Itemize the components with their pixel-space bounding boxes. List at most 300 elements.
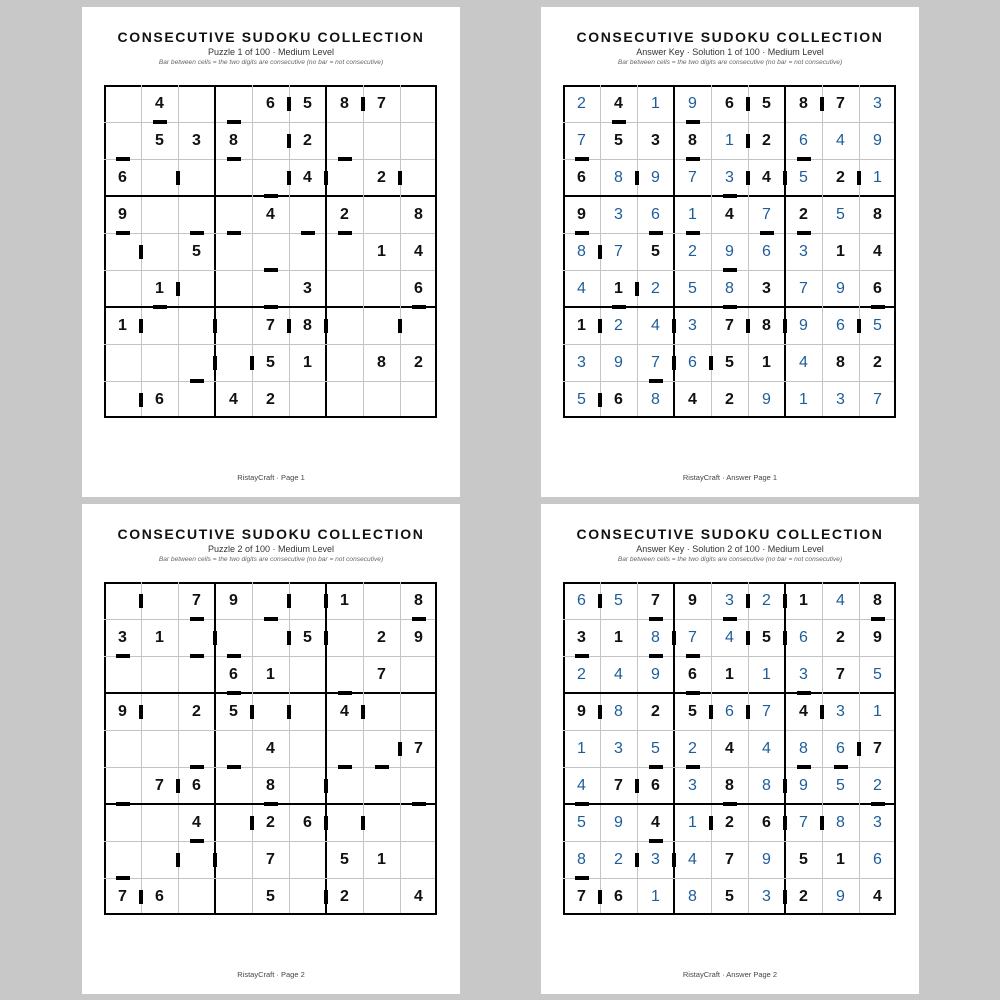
sudoku-grid	[104, 85, 438, 419]
consecutive-bar	[338, 691, 352, 695]
consecutive-bar	[746, 134, 750, 148]
given-digit: 8	[799, 94, 808, 112]
given-digit: 6	[266, 94, 275, 112]
consecutive-bar	[598, 594, 602, 608]
consecutive-bar	[287, 97, 291, 111]
given-digit: 3	[118, 628, 127, 646]
given-digit: 7	[836, 94, 845, 112]
puzzle-page-2	[82, 504, 460, 994]
solution-digit: 8	[651, 390, 660, 408]
given-digit: 9	[118, 205, 127, 223]
solution-digit: 8	[688, 887, 697, 905]
given-digit: 9	[873, 628, 882, 646]
solution-digit: 4	[688, 850, 697, 868]
given-digit: 1	[762, 353, 771, 371]
consecutive-bar	[190, 379, 204, 383]
given-digit: 2	[651, 702, 660, 720]
given-digit: 1	[614, 628, 623, 646]
solution-digit: 6	[725, 702, 734, 720]
consecutive-bar	[176, 171, 180, 185]
consecutive-bar	[139, 705, 143, 719]
page-footer: RistayCraft · Page 2	[237, 970, 305, 979]
consecutive-bar	[324, 816, 328, 830]
consecutive-bar	[686, 231, 700, 235]
given-digit: 1	[340, 591, 349, 609]
consecutive-bar	[213, 853, 217, 867]
given-digit: 4	[799, 702, 808, 720]
answer-page-2	[541, 504, 919, 994]
solution-digit: 2	[577, 665, 586, 683]
solution-digit: 6	[577, 591, 586, 609]
solution-digit: 8	[799, 739, 808, 757]
solution-digit: 4	[725, 628, 734, 646]
consecutive-bar	[783, 631, 787, 645]
page-subtitle: Answer Key · Solution 1 of 100 · Medium Level	[636, 47, 824, 57]
consecutive-bar	[412, 305, 426, 309]
given-digit: 7	[266, 316, 275, 334]
given-digit: 5	[762, 628, 771, 646]
consecutive-bar	[635, 171, 639, 185]
consecutive-bar	[264, 194, 278, 198]
consecutive-bar	[820, 705, 824, 719]
solution-digit: 2	[688, 739, 697, 757]
consecutive-bar	[797, 765, 811, 769]
solution-digit: 7	[688, 168, 697, 186]
given-digit: 6	[577, 168, 586, 186]
solution-digit: 3	[725, 168, 734, 186]
solution-digit: 2	[762, 591, 771, 609]
consecutive-bar	[672, 356, 676, 370]
given-digit: 2	[873, 353, 882, 371]
consecutive-bar	[746, 319, 750, 333]
given-digit: 8	[873, 205, 882, 223]
given-digit: 5	[266, 353, 275, 371]
solution-digit: 1	[688, 205, 697, 223]
solution-digit: 6	[799, 628, 808, 646]
solution-digit: 3	[651, 850, 660, 868]
given-digit: 7	[377, 665, 386, 683]
solution-digit: 8	[836, 813, 845, 831]
consecutive-bar	[672, 631, 676, 645]
consecutive-bar	[287, 594, 291, 608]
solution-digit: 4	[577, 776, 586, 794]
given-digit: 1	[836, 242, 845, 260]
page-footer: RistayCraft · Answer Page 1	[682, 473, 778, 482]
given-digit: 5	[725, 887, 734, 905]
consecutive-bar	[746, 97, 750, 111]
given-digit: 4	[414, 242, 423, 260]
given-digit: 5	[340, 850, 349, 868]
solution-digit: 9	[762, 390, 771, 408]
given-digit: 7	[614, 776, 623, 794]
solution-digit: 6	[688, 353, 697, 371]
given-digit: 7	[192, 591, 201, 609]
consecutive-bar	[686, 691, 700, 695]
consecutive-bar	[398, 742, 402, 756]
consecutive-bar	[361, 97, 365, 111]
consecutive-bar	[746, 631, 750, 645]
solution-digit: 8	[762, 776, 771, 794]
solution-digit: 9	[762, 850, 771, 868]
page-footer: RistayCraft · Answer Page 2	[682, 970, 778, 979]
solution-digit: 8	[651, 628, 660, 646]
consecutive-bar	[412, 617, 426, 621]
page-title: CONSECUTIVE SUDOKU COLLECTION	[117, 526, 425, 542]
consecutive-bar	[612, 120, 626, 124]
given-digit: 5	[266, 887, 275, 905]
grid-line-horizontal	[104, 582, 437, 584]
solution-digit: 3	[614, 739, 623, 757]
consecutive-bar	[820, 816, 824, 830]
consecutive-bar	[250, 356, 254, 370]
given-digit: 4	[688, 390, 697, 408]
consecutive-bar	[338, 157, 352, 161]
given-digit: 8	[414, 205, 423, 223]
solution-digit: 6	[836, 316, 845, 334]
consecutive-bar	[361, 816, 365, 830]
given-digit: 8	[688, 131, 697, 149]
page-subtitle: Puzzle 2 of 100 · Medium Level	[207, 544, 335, 554]
consecutive-bar	[686, 654, 700, 658]
solution-digit: 7	[762, 702, 771, 720]
given-digit: 4	[651, 813, 660, 831]
solution-digit: 5	[614, 591, 623, 609]
solution-digit: 3	[873, 94, 882, 112]
given-digit: 7	[118, 887, 127, 905]
consecutive-bar	[324, 779, 328, 793]
solution-digit: 4	[836, 591, 845, 609]
given-digit: 2	[799, 205, 808, 223]
solution-digit: 6	[836, 739, 845, 757]
given-digit: 8	[340, 94, 349, 112]
consecutive-bar	[213, 356, 217, 370]
given-digit: 2	[192, 702, 201, 720]
consecutive-bar	[686, 765, 700, 769]
given-digit: 7	[266, 850, 275, 868]
consecutive-bar	[871, 305, 885, 309]
consecutive-bar	[598, 245, 602, 259]
solution-digit: 4	[836, 131, 845, 149]
given-digit: 8	[377, 353, 386, 371]
consecutive-bar	[709, 356, 713, 370]
consecutive-bar	[176, 779, 180, 793]
solution-digit: 9	[688, 94, 697, 112]
solution-digit: 8	[577, 242, 586, 260]
solution-digit: 2	[688, 242, 697, 260]
given-digit: 6	[762, 813, 771, 831]
given-digit: 1	[377, 850, 386, 868]
solution-digit: 5	[873, 665, 882, 683]
consecutive-bar	[190, 654, 204, 658]
solution-digit: 6	[651, 205, 660, 223]
consecutive-bar	[649, 231, 663, 235]
consecutive-bar	[287, 631, 291, 645]
consecutive-bar	[264, 802, 278, 806]
solution-digit: 7	[799, 813, 808, 831]
given-digit: 4	[725, 739, 734, 757]
consecutive-bar	[116, 157, 130, 161]
given-digit: 6	[651, 776, 660, 794]
given-digit: 1	[614, 279, 623, 297]
given-digit: 3	[762, 279, 771, 297]
given-digit: 4	[340, 702, 349, 720]
consecutive-bar	[116, 654, 130, 658]
page-title: CONSECUTIVE SUDOKU COLLECTION	[117, 29, 425, 45]
given-digit: 1	[577, 316, 586, 334]
consecutive-bar	[139, 319, 143, 333]
solution-digit: 7	[762, 205, 771, 223]
solution-digit: 1	[688, 813, 697, 831]
consecutive-bar	[709, 705, 713, 719]
puzzle-page-1	[82, 7, 460, 497]
solution-digit: 6	[762, 242, 771, 260]
given-digit: 4	[303, 168, 312, 186]
consecutive-bar	[635, 853, 639, 867]
solution-digit: 3	[725, 591, 734, 609]
given-digit: 8	[303, 316, 312, 334]
consecutive-bar	[264, 617, 278, 621]
given-digit: 7	[414, 739, 423, 757]
consecutive-bar	[116, 231, 130, 235]
consecutive-bar	[649, 839, 663, 843]
solution-digit: 4	[651, 316, 660, 334]
given-digit: 5	[688, 702, 697, 720]
given-digit: 6	[614, 390, 623, 408]
consecutive-bar	[686, 120, 700, 124]
consecutive-bar	[153, 120, 167, 124]
consecutive-bar	[746, 171, 750, 185]
given-digit: 2	[266, 813, 275, 831]
solution-digit: 4	[799, 353, 808, 371]
given-digit: 7	[651, 591, 660, 609]
consecutive-bar	[361, 705, 365, 719]
given-digit: 6	[414, 279, 423, 297]
given-digit: 7	[725, 316, 734, 334]
given-digit: 9	[577, 205, 586, 223]
consecutive-bar	[153, 305, 167, 309]
solution-digit: 1	[762, 665, 771, 683]
solution-digit: 5	[688, 279, 697, 297]
page-legend: Bar between cells = the two digits are consecutive (no bar = not consecutive)	[158, 59, 384, 66]
consecutive-bar	[575, 231, 589, 235]
answer-page-1	[541, 7, 919, 497]
given-digit: 8	[229, 131, 238, 149]
solution-digit: 9	[836, 279, 845, 297]
given-digit: 6	[229, 665, 238, 683]
consecutive-bar	[250, 705, 254, 719]
sudoku-grid	[563, 85, 897, 419]
given-digit: 8	[266, 776, 275, 794]
consecutive-bar	[575, 157, 589, 161]
given-digit: 7	[836, 665, 845, 683]
given-digit: 9	[229, 591, 238, 609]
consecutive-bar	[857, 319, 861, 333]
consecutive-bar	[783, 594, 787, 608]
solution-digit: 9	[651, 665, 660, 683]
consecutive-bar	[139, 890, 143, 904]
consecutive-bar	[746, 705, 750, 719]
given-digit: 2	[340, 205, 349, 223]
consecutive-bar	[190, 231, 204, 235]
given-digit: 5	[303, 628, 312, 646]
solution-digit: 2	[873, 776, 882, 794]
consecutive-bar	[324, 631, 328, 645]
consecutive-bar	[783, 319, 787, 333]
given-digit: 5	[762, 94, 771, 112]
sudoku-grid	[563, 582, 897, 916]
consecutive-bar	[398, 171, 402, 185]
given-digit: 4	[266, 205, 275, 223]
given-digit: 5	[155, 131, 164, 149]
consecutive-bar	[250, 816, 254, 830]
given-digit: 5	[614, 131, 623, 149]
given-digit: 9	[577, 702, 586, 720]
solution-digit: 5	[799, 168, 808, 186]
solution-digit: 7	[651, 353, 660, 371]
given-digit: 6	[303, 813, 312, 831]
page-legend: Bar between cells = the two digits are consecutive (no bar = not consecutive)	[617, 556, 843, 563]
consecutive-bar	[871, 617, 885, 621]
given-digit: 2	[799, 887, 808, 905]
given-digit: 2	[836, 628, 845, 646]
given-digit: 2	[725, 813, 734, 831]
solution-digit: 8	[614, 168, 623, 186]
consecutive-bar	[264, 268, 278, 272]
consecutive-bar	[324, 171, 328, 185]
consecutive-bar	[338, 765, 352, 769]
consecutive-bar	[598, 705, 602, 719]
solution-digit: 9	[651, 168, 660, 186]
consecutive-bar	[139, 594, 143, 608]
solution-digit: 5	[836, 205, 845, 223]
solution-digit: 3	[688, 316, 697, 334]
solution-digit: 1	[651, 94, 660, 112]
consecutive-bar	[227, 654, 241, 658]
consecutive-bar	[672, 319, 676, 333]
solution-digit: 8	[614, 702, 623, 720]
consecutive-bar	[746, 594, 750, 608]
consecutive-bar	[612, 305, 626, 309]
consecutive-bar	[783, 816, 787, 830]
given-digit: 4	[266, 739, 275, 757]
consecutive-bar	[398, 319, 402, 333]
consecutive-bar	[723, 305, 737, 309]
given-digit: 6	[118, 168, 127, 186]
solution-digit: 3	[836, 390, 845, 408]
solution-digit: 7	[688, 628, 697, 646]
consecutive-bar	[598, 890, 602, 904]
given-digit: 6	[614, 887, 623, 905]
solution-digit: 7	[577, 131, 586, 149]
consecutive-bar	[575, 654, 589, 658]
consecutive-bar	[723, 617, 737, 621]
given-digit: 4	[725, 205, 734, 223]
solution-digit: 7	[873, 390, 882, 408]
consecutive-bar	[635, 779, 639, 793]
consecutive-bar	[575, 876, 589, 880]
given-digit: 5	[303, 94, 312, 112]
consecutive-bar	[783, 171, 787, 185]
page-subtitle: Puzzle 1 of 100 · Medium Level	[207, 47, 335, 57]
consecutive-bar	[324, 319, 328, 333]
consecutive-bar	[213, 319, 217, 333]
given-digit: 1	[836, 850, 845, 868]
consecutive-bar	[116, 876, 130, 880]
given-digit: 8	[762, 316, 771, 334]
given-digit: 3	[192, 131, 201, 149]
solution-digit: 2	[614, 850, 623, 868]
consecutive-bar	[649, 654, 663, 658]
solution-digit: 8	[577, 850, 586, 868]
consecutive-bar	[649, 765, 663, 769]
consecutive-bar	[190, 617, 204, 621]
consecutive-bar	[227, 157, 241, 161]
consecutive-bar	[412, 802, 426, 806]
consecutive-bar	[686, 157, 700, 161]
solution-digit: 4	[577, 279, 586, 297]
solution-digit: 1	[725, 131, 734, 149]
given-digit: 7	[725, 850, 734, 868]
solution-digit: 3	[762, 887, 771, 905]
consecutive-bar	[287, 134, 291, 148]
consecutive-bar	[227, 765, 241, 769]
solution-digit: 1	[873, 702, 882, 720]
consecutive-bar	[176, 853, 180, 867]
given-digit: 8	[836, 353, 845, 371]
solution-digit: 1	[799, 390, 808, 408]
solution-digit: 5	[873, 316, 882, 334]
consecutive-bar	[338, 231, 352, 235]
solution-digit: 3	[688, 776, 697, 794]
consecutive-bar	[760, 231, 774, 235]
given-digit: 4	[192, 813, 201, 831]
given-digit: 7	[155, 776, 164, 794]
given-digit: 7	[377, 94, 386, 112]
solution-digit: 9	[873, 131, 882, 149]
consecutive-bar	[139, 393, 143, 407]
consecutive-bar	[635, 282, 639, 296]
given-digit: 1	[725, 665, 734, 683]
grid-line-vertical	[104, 85, 106, 418]
given-digit: 6	[725, 94, 734, 112]
given-digit: 1	[118, 316, 127, 334]
given-digit: 3	[651, 131, 660, 149]
consecutive-bar	[672, 853, 676, 867]
solution-digit: 8	[725, 279, 734, 297]
given-digit: 1	[303, 353, 312, 371]
consecutive-bar	[723, 802, 737, 806]
solution-digit: 1	[577, 739, 586, 757]
given-digit: 4	[762, 168, 771, 186]
consecutive-bar	[598, 393, 602, 407]
given-digit: 5	[651, 242, 660, 260]
given-digit: 5	[229, 702, 238, 720]
consecutive-bar	[264, 305, 278, 309]
given-digit: 6	[155, 887, 164, 905]
consecutive-bar	[324, 890, 328, 904]
given-digit: 4	[614, 94, 623, 112]
page-subtitle: Answer Key · Solution 2 of 100 · Medium Level	[636, 544, 824, 554]
consecutive-bar	[723, 268, 737, 272]
solution-digit: 5	[651, 739, 660, 757]
consecutive-bar	[287, 705, 291, 719]
solution-digit: 3	[799, 242, 808, 260]
consecutive-bar	[598, 319, 602, 333]
solution-digit: 6	[873, 850, 882, 868]
consecutive-bar	[301, 231, 315, 235]
consecutive-bar	[176, 282, 180, 296]
solution-digit: 2	[614, 316, 623, 334]
